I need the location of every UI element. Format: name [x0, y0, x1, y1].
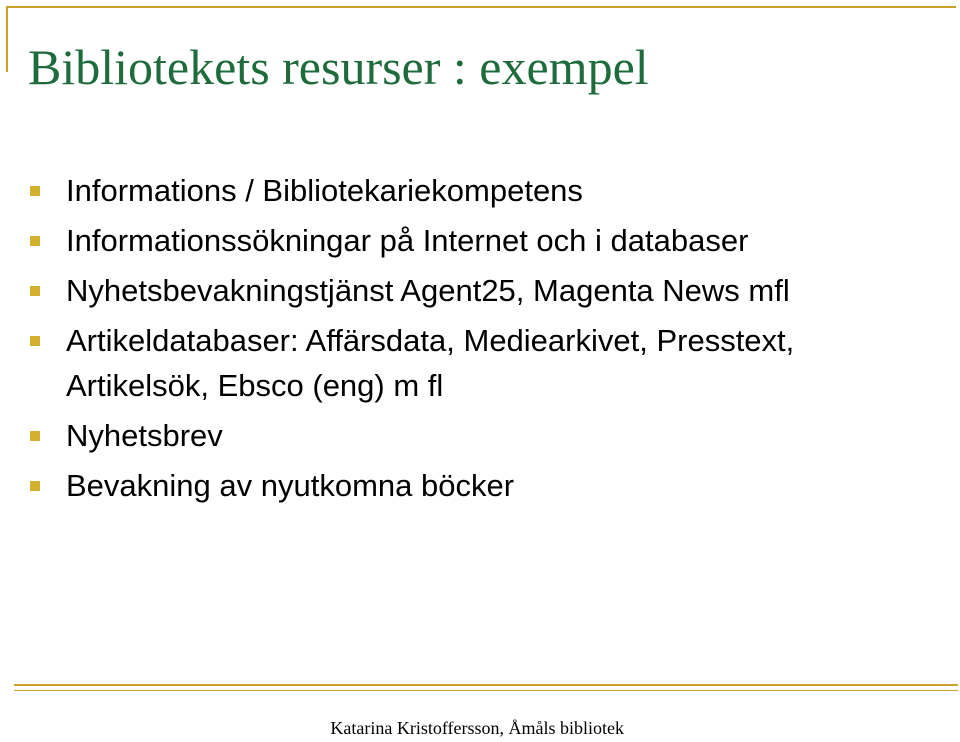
- bullet-item: [0, 218, 940, 263]
- top-divider: [6, 6, 956, 8]
- bullet-item: [0, 318, 940, 408]
- bullet-item: [0, 168, 940, 213]
- bullet-item: [0, 413, 940, 458]
- bullet-text: Artikeldatabaser: Affärsdata, Mediearkivet, Presstext, Artikelsök, Ebsco (eng) m fl: [66, 323, 795, 403]
- bullet-text: Nyhetsbrev: [66, 418, 223, 453]
- bullet-list: [0, 168, 940, 513]
- bullet-text: Nyhetsbevakningstjänst Agent25, Magenta News mfl: [66, 273, 790, 308]
- bullet-item: [0, 268, 940, 313]
- left-divider: [6, 6, 8, 72]
- bullet-text: Informations / Bibliotekariekompetens: [66, 173, 583, 208]
- slide-title: Bibliotekets resurser : exempel: [28, 39, 649, 95]
- bullet-item: [0, 463, 940, 508]
- footer-text: Katarina Kristoffersson, Åmåls bibliotek: [330, 718, 624, 738]
- square-bullet-icon: [30, 236, 40, 246]
- square-bullet-icon: [30, 286, 40, 296]
- square-bullet-icon: [30, 186, 40, 196]
- footer-divider: [14, 684, 958, 691]
- square-bullet-icon: [30, 431, 40, 441]
- bullet-text: Bevakning av nyutkomna böcker: [66, 468, 515, 503]
- square-bullet-icon: [30, 336, 40, 346]
- square-bullet-icon: [30, 481, 40, 491]
- bullet-text: Informationssökningar på Internet och i databaser: [66, 223, 749, 258]
